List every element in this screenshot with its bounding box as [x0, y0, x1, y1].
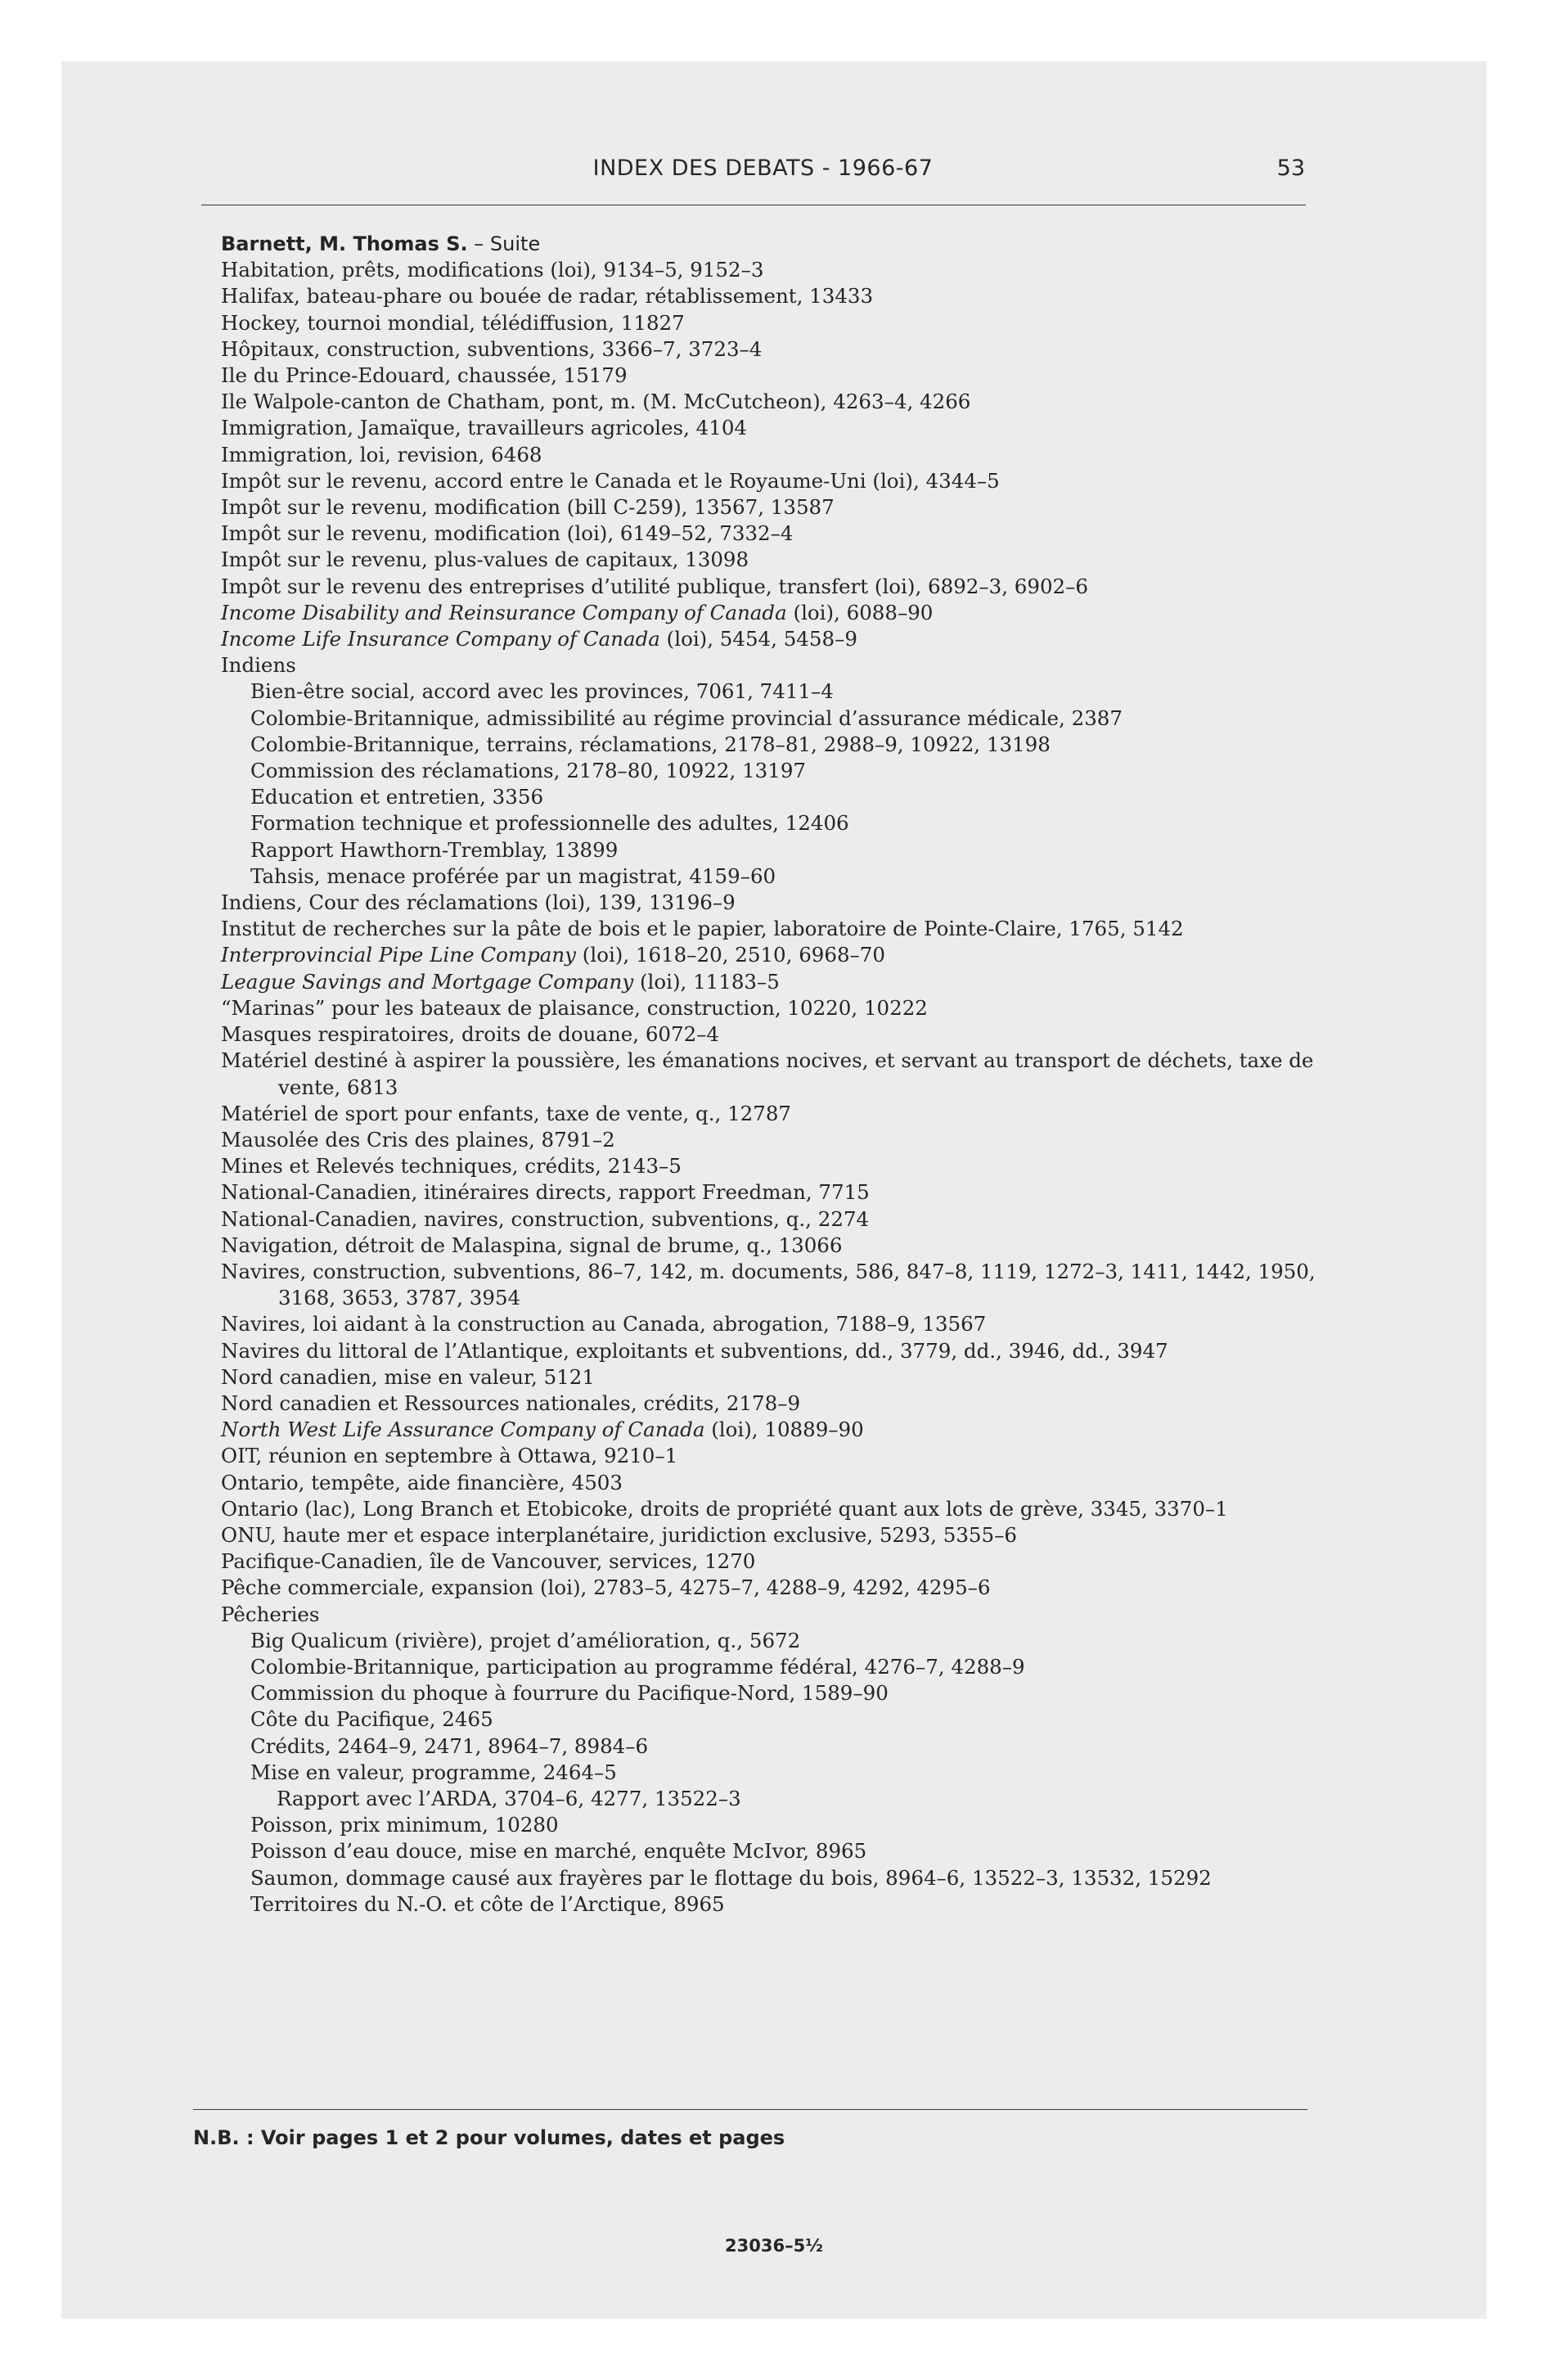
index-entry — [221, 1496, 1317, 1522]
entry-text: Navires, construction, subventions, 86–7, 142, m. documents, 586, 847–8, 1119, 1272–3, 1411, 1442, 1950, 3168, 3653, 3787, 3954 — [221, 1259, 1316, 1310]
page-number: 53 — [1276, 156, 1305, 181]
entry-text: Navires du littoral de l’Atlantique, exploitants et subventions, dd., 3779, dd., 3946, dd., 3947 — [221, 1338, 1168, 1363]
index-entry — [221, 336, 1317, 363]
entry-text: Bien-être social, accord avec les provinces, 7061, 7411–4 — [250, 679, 834, 704]
entry-text: Colombie-Britannique, terrains, réclamations, 2178–81, 2988–9, 10922, 13198 — [250, 732, 1051, 756]
index-entry — [221, 652, 1317, 678]
heading-suffix: – Suite — [467, 232, 541, 255]
index-subentry — [250, 1654, 1317, 1680]
entry-text: Immigration, loi, revision, 6468 — [221, 442, 542, 467]
entry-text: Impôt sur le revenu, accord entre le Canada et le Royaume-Uni (loi), 4344–5 — [221, 468, 1000, 493]
index-entry — [221, 1021, 1317, 1048]
index-entry — [221, 1048, 1317, 1100]
entry-text: Commission du phoque à fourrure du Pacifique-Nord, 1589–90 — [250, 1681, 889, 1706]
entry-text: Big Qualicum (rivière), projet d’amélioration, q., 5672 — [250, 1628, 801, 1652]
index-entry — [221, 1127, 1317, 1153]
index-entry — [221, 389, 1317, 415]
index-entry — [221, 1417, 1317, 1443]
entry-text: Colombie-Britannique, participation au programme fédéral, 4276–7, 4288–9 — [250, 1654, 1025, 1679]
index-entry — [221, 969, 1317, 995]
index-entry — [221, 1470, 1317, 1496]
entry-text: Côte du Pacifique, 2465 — [250, 1707, 493, 1732]
entry-text: Rapport avec l’ARDA, 3704–6, 4277, 13522–3 — [277, 1786, 741, 1810]
entry-text: Habitation, prêts, modifications (loi), 9134–5, 9152–3 — [221, 258, 764, 282]
entry-text: National-Canadien, navires, construction, subventions, q., 2274 — [221, 1206, 870, 1231]
index-entry — [221, 283, 1317, 309]
index-subentry — [250, 1628, 1317, 1654]
index-subentry — [277, 1786, 1317, 1812]
index-entry — [221, 1179, 1317, 1206]
entry-text: Indiens — [221, 653, 296, 678]
index-subentry — [250, 837, 1317, 863]
entry-text: Navires, loi aidant à la construction au Canada, abrogation, 7188–9, 13567 — [221, 1312, 987, 1336]
entry-text: Indiens, Cour des réclamations (loi), 139, 13196–9 — [221, 890, 736, 915]
entry-text: “Marinas” pour les bateaux de plaisance, construction, 10220, 10222 — [221, 995, 928, 1020]
entry-text: Commission des réclamations, 2178–80, 10922, 13197 — [250, 759, 807, 783]
index-heading — [221, 231, 1317, 257]
index-entry — [221, 1259, 1317, 1311]
index-entry — [221, 494, 1317, 521]
index-entry — [221, 521, 1317, 547]
entry-text: Saumon, dommage causé aux frayères par le flottage du bois, 8964–6, 13522–3, 13532, 15292 — [250, 1865, 1212, 1890]
index-subentry — [250, 1865, 1317, 1891]
entry-text: ONU, haute mer et espace interplanétaire, juridiction exclusive, 5293, 5355–6 — [221, 1522, 1017, 1547]
index-entry-list — [221, 231, 1317, 1918]
entry-text: Impôt sur le revenu, modification (loi), 6149–52, 7332–4 — [221, 521, 794, 546]
index-entry — [221, 626, 1317, 652]
entry-text: Ile Walpole-canton de Chatham, pont, m. (M. McCutcheon), 4263–4, 4266 — [221, 390, 971, 414]
index-entry — [221, 468, 1317, 494]
index-subentry — [250, 863, 1317, 890]
index-subentry — [250, 1706, 1317, 1733]
index-entry — [221, 1443, 1317, 1469]
entry-text: Halifax, bateau-phare ou bouée de radar, rétablissement, 13433 — [221, 284, 874, 309]
index-entry — [221, 942, 1317, 968]
index-entry — [221, 1575, 1317, 1601]
page-header — [221, 156, 1305, 205]
entry-text: Poisson d’eau douce, mise en marché, enquête McIvor, 8965 — [250, 1839, 867, 1864]
entry-text: Tahsis, menace proférée par un magistrat, 4159–60 — [250, 863, 776, 888]
entry-text: Hôpitaux, construction, subventions, 3366–7, 3723–4 — [221, 336, 763, 361]
entry-text: Territoires du N.-O. et côte de l’Arctique, 8965 — [250, 1891, 725, 1916]
entry-text: Immigration, Jamaïque, travailleurs agricoles, 4104 — [221, 416, 748, 440]
entry-text: (loi), 1618–20, 2510, 6968–70 — [576, 943, 885, 967]
entry-text: (loi), 6088–90 — [786, 600, 934, 624]
index-subentry — [250, 1733, 1317, 1760]
entry-text: Masques respiratoires, droits de douane, 6072–4 — [221, 1022, 720, 1047]
index-entry — [221, 1311, 1317, 1337]
entry-text: Impôt sur le revenu, modification (bill C-259), 13567, 13587 — [221, 495, 835, 520]
entry-text: Pêche commerciale, expansion (loi), 2783–5, 4275–7, 4288–9, 4292, 4295–6 — [221, 1575, 991, 1600]
index-entry — [221, 1522, 1317, 1548]
index-subentry — [250, 784, 1317, 810]
index-subentry — [250, 1812, 1317, 1838]
entry-text: Matériel destiné à aspirer la poussière, les émanations nocives, et servant au transport de déchets, taxe de vente, 6813 — [221, 1048, 1314, 1099]
index-entry — [221, 1548, 1317, 1575]
index-subentry — [250, 732, 1317, 758]
entry-text: Institut de recherches sur la pâte de bois et le papier, laboratoire de Pointe-Claire, 1765, 5142 — [221, 917, 1184, 941]
index-subentry — [250, 1838, 1317, 1864]
index-entry — [221, 1364, 1317, 1391]
entry-text: Education et entretien, 3356 — [250, 785, 544, 809]
index-subentry — [250, 810, 1317, 836]
index-entry — [221, 1153, 1317, 1179]
entry-text: Poisson, prix minimum, 10280 — [250, 1813, 559, 1837]
entry-text: Pacifique-Canadien, île de Vancouver, services, 1270 — [221, 1549, 756, 1574]
company-name: Interprovincial Pipe Line Company — [221, 943, 577, 967]
entry-text: Rapport Hawthorn-Tremblay, 13899 — [250, 837, 619, 862]
entry-text: Mausolée des Cris des plaines, 8791–2 — [221, 1127, 615, 1152]
heading-name: Barnett, M. Thomas S. — [221, 232, 468, 255]
index-entry — [221, 1391, 1317, 1417]
print-code: 23036–5½ — [725, 2236, 823, 2256]
footnote: N.B. : Voir pages 1 et 2 pour volumes, dates et pages — [193, 2126, 785, 2149]
entry-text: Formation technique et professionnelle des adultes, 12406 — [250, 811, 849, 836]
company-name: North West Life Assurance Company of Canada — [221, 1418, 705, 1442]
entry-text: (loi), 10889–90 — [704, 1418, 864, 1442]
entry-text: Ontario (lac), Long Branch et Etobicoke, droits de propriété quant aux lots de grève, 3345, 3370–1 — [221, 1496, 1228, 1521]
entry-text: Mise en valeur, programme, 2464–5 — [250, 1760, 617, 1784]
index-entry — [221, 1101, 1317, 1127]
entry-text: Nord canadien, mise en valeur, 5121 — [221, 1364, 595, 1389]
entry-text: National-Canadien, itinéraires directs, rapport Freedman, 7715 — [221, 1180, 870, 1205]
entry-text: (loi), 11183–5 — [633, 969, 780, 994]
index-entry — [221, 415, 1317, 441]
index-subentry — [250, 1680, 1317, 1706]
page-title: INDEX DES DEBATS - 1966-67 — [592, 156, 934, 181]
entry-text: Impôt sur le revenu des entreprises d’utilité publique, transfert (loi), 6892–3, 6902–6 — [221, 574, 1088, 598]
index-entry — [221, 1233, 1317, 1259]
index-entry — [221, 1602, 1317, 1628]
index-entry — [221, 995, 1317, 1021]
index-subentry — [250, 678, 1317, 705]
company-name: Income Life Insurance Company of Canada — [221, 627, 660, 651]
company-name: Income Disability and Reinsurance Company of Canada — [221, 600, 787, 624]
entry-text: Crédits, 2464–9, 2471, 8964–7, 8984–6 — [250, 1733, 649, 1758]
entry-text: Ile du Prince-Edouard, chaussée, 15179 — [221, 363, 628, 388]
footer-rule — [193, 2109, 1307, 2110]
entry-text: Nord canadien et Ressources nationales, crédits, 2178–9 — [221, 1391, 801, 1415]
index-entry — [221, 1338, 1317, 1364]
index-entry — [221, 600, 1317, 626]
entry-text: Navigation, détroit de Malaspina, signal de brume, q., 13066 — [221, 1233, 843, 1257]
entry-text: Mines et Relevés techniques, crédits, 2143–5 — [221, 1154, 682, 1179]
index-subentry — [250, 705, 1317, 732]
entry-text: Hockey, tournoi mondial, télédiffusion, 11827 — [221, 310, 685, 335]
index-entry — [221, 1206, 1317, 1233]
entry-text: Matériel de sport pour enfants, taxe de vente, q., 12787 — [221, 1101, 792, 1125]
entry-text: Ontario, tempête, aide financière, 4503 — [221, 1470, 623, 1494]
index-entry — [221, 310, 1317, 336]
index-entry — [221, 257, 1317, 283]
index-entry — [221, 916, 1317, 942]
index-entry — [221, 890, 1317, 916]
index-entry — [221, 574, 1317, 600]
entry-text: Colombie-Britannique, admissibilité au régime provincial d’assurance médicale, 2387 — [250, 705, 1123, 730]
entry-text: Impôt sur le revenu, plus-values de capitaux, 13098 — [221, 548, 749, 572]
index-entry — [221, 363, 1317, 389]
index-subentry — [250, 1891, 1317, 1918]
entry-text: OIT, réunion en septembre à Ottawa, 9210–1 — [221, 1444, 678, 1468]
entry-text: Pêcheries — [221, 1602, 320, 1626]
index-subentry — [250, 758, 1317, 784]
company-name: League Savings and Mortgage Company — [221, 969, 634, 994]
entry-text: (loi), 5454, 5458–9 — [659, 627, 857, 651]
index-subentry — [250, 1760, 1317, 1786]
index-entry — [221, 442, 1317, 468]
index-entry — [221, 547, 1317, 573]
